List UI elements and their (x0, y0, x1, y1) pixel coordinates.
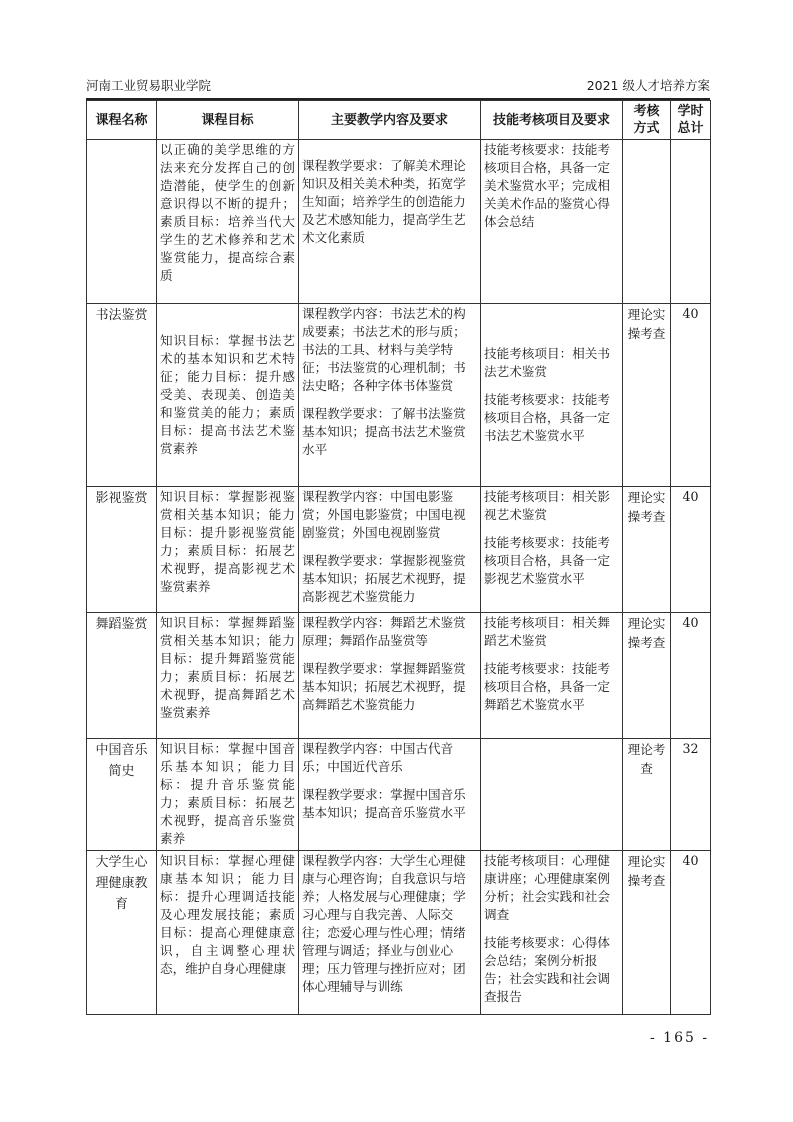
course-goal: 知识目标：掌握影视鉴赏相关基本知识；能力目标：提升影视鉴赏能力；素质目标：拓展艺术视野，提高影视艺术鉴赏素养 (157, 487, 299, 613)
assessment-method: 理论实操考查 (623, 304, 671, 487)
skill-paragraph: 技能考核要求：技能考核项目合格，具备一定影视艺术鉴赏水平 (484, 535, 610, 586)
total-hours: 40 (671, 851, 711, 1015)
page-header (86, 74, 710, 100)
teaching-content (299, 304, 481, 487)
column-header-hours-line: 学时 (677, 104, 704, 119)
course-goal: 知识目标：掌握书法艺术的基本知识和艺术特征；能力目标：提升感受美、表现美、创造美和鉴赏美的能力；素质目标：提高书法艺术鉴赏素养 (157, 304, 299, 487)
skill-paragraph: 技能考核项目：心理健康讲座；心理健康案例分析；社会实践和社会调查 (484, 853, 610, 922)
content-paragraph: 课程教学要求：了解美术理论知识及相关美术种类，拓宽学生知面；培养学生的创造能力及艺术感知能力，提高学生艺术文化素质 (302, 158, 466, 245)
column-header-content: 主要教学内容及要求 (299, 101, 481, 140)
content-paragraph: 课程教学要求：掌握舞蹈鉴赏基本知识；拓展艺术视野，提高舞蹈艺术鉴赏能力 (302, 661, 466, 712)
curriculum-table (86, 100, 711, 1015)
course-name: 中国音乐简史 (87, 739, 157, 851)
assessment-method: 理论考查 (623, 739, 671, 851)
table-row (87, 304, 711, 487)
column-header-assessment-method (623, 101, 671, 140)
skill-assessment (481, 739, 623, 851)
skill-assessment (481, 851, 623, 1015)
skill-paragraph: 技能考核要求：技能考核项目合格，具备一定美术鉴赏水平；完成相关美术作品的鉴赏心得体会总结 (484, 142, 610, 229)
column-header-course-goal: 课程目标 (157, 101, 299, 140)
content-paragraph: 课程教学内容：中国古代音乐；中国近代音乐 (302, 741, 454, 774)
skill-paragraph: 技能考核项目：相关影视艺术鉴赏 (484, 489, 610, 522)
table-row (87, 487, 711, 613)
skill-assessment (481, 140, 623, 304)
content-paragraph: 课程教学内容：中国电影鉴赏；外国电影鉴赏；中国电视剧鉴赏；外国电视剧鉴赏 (302, 489, 466, 540)
table-header-row (87, 101, 711, 140)
column-header-method-line: 方式 (633, 121, 660, 136)
skill-paragraph: 技能考核要求：技能考核项目合格，具备一定书法艺术鉴赏水平 (484, 392, 610, 443)
table-row (87, 851, 711, 1015)
skill-assessment (481, 487, 623, 613)
table-row (87, 140, 711, 304)
course-name: 书法鉴赏 (87, 304, 157, 487)
teaching-content (299, 140, 481, 304)
content-paragraph: 课程教学要求：掌握影视鉴赏基本知识；拓展艺术视野，提高影视艺术鉴赏能力 (302, 553, 466, 604)
assessment-method (623, 140, 671, 304)
column-header-total-hours (671, 101, 711, 140)
column-header-course-name: 课程名称 (87, 101, 157, 140)
content-paragraph: 课程教学内容：舞蹈艺术鉴赏原理；舞蹈作品鉴赏等 (302, 615, 466, 648)
institution-name: 河南工业贸易职业学院 (86, 78, 212, 93)
course-goal: 知识目标：掌握舞蹈鉴赏相关基本知识；能力目标：提升舞蹈鉴赏能力；素质目标：拓展艺术视野，提高舞蹈艺术鉴赏素养 (157, 613, 299, 739)
content-paragraph: 课程教学要求：了解书法鉴赏基本知识；提高书法艺术鉴赏水平 (302, 406, 466, 457)
document-title: 2021 级人才培养方案 (586, 78, 710, 93)
content-paragraph: 课程教学要求：掌握中国音乐基本知识；提高音乐鉴赏水平 (302, 787, 466, 820)
skill-paragraph: 技能考核项目：相关舞蹈艺术鉴赏 (484, 615, 610, 648)
course-goal: 知识目标：掌握心理健康基本知识；能力目标：提升心理调适技能及心理发展技能；素质目标：提高心理健康意识，自主调整心理状态，维护自身心理健康 (157, 851, 299, 1015)
assessment-method: 理论实操考查 (623, 613, 671, 739)
course-name: 大学生心理健康教育 (87, 851, 157, 1015)
total-hours: 40 (671, 487, 711, 613)
assessment-method: 理论实操考查 (623, 487, 671, 613)
teaching-content (299, 487, 481, 613)
total-hours (671, 140, 711, 304)
skill-paragraph: 技能考核要求：心得体会总结；案例分析报告；社会实践和社会调查报告 (484, 935, 610, 1004)
teaching-content (299, 739, 481, 851)
course-name (87, 140, 157, 304)
course-goal: 知识目标：掌握中国音乐基本知识；能力目标：提升音乐鉴赏能力；素质目标：拓展艺术视野，提高音乐鉴赏素养 (157, 739, 299, 851)
course-name: 影视鉴赏 (87, 487, 157, 613)
table-row (87, 613, 711, 739)
skill-paragraph: 技能考核项目：相关书法艺术鉴赏 (484, 346, 610, 379)
assessment-method: 理论实操考查 (623, 851, 671, 1015)
teaching-content (299, 851, 481, 1015)
content-paragraph: 课程教学内容：书法艺术的构成要素；书法艺术的形与质；书法的工具、材料与美学特征；书法鉴赏的心理机制；书法史略；各种字体书体鉴赏 (302, 306, 466, 393)
total-hours: 40 (671, 613, 711, 739)
column-header-skills: 技能考核项目及要求 (481, 101, 623, 140)
teaching-content (299, 613, 481, 739)
skill-paragraph: 技能考核要求：技能考核项目合格，具备一定舞蹈艺术鉴赏水平 (484, 661, 610, 712)
content-paragraph: 课程教学内容：大学生心理健康与心理咨询；自我意识与培养；人格发展与心理健康；学习心理与自我完善、人际交往；恋爱心理与性心理；情绪管理与调适；择业与创业心理；压力管理与挫折应对；团体心理辅导与训练 (302, 853, 466, 994)
total-hours: 40 (671, 304, 711, 487)
skill-assessment (481, 613, 623, 739)
total-hours: 32 (671, 739, 711, 851)
skill-assessment (481, 304, 623, 487)
table-row (87, 739, 711, 851)
course-goal: 以正确的美学思维的方法来充分发挥自己的创造潜能，使学生的创新意识得以不断的提升；素质目标：培养当代大学生的艺术修养和艺术鉴赏能力，提高综合素质 (157, 140, 299, 304)
column-header-method-line: 考核 (633, 104, 660, 119)
column-header-hours-line: 总计 (677, 121, 704, 136)
course-name: 舞蹈鉴赏 (87, 613, 157, 739)
page-number: - 165 - (650, 1030, 710, 1046)
